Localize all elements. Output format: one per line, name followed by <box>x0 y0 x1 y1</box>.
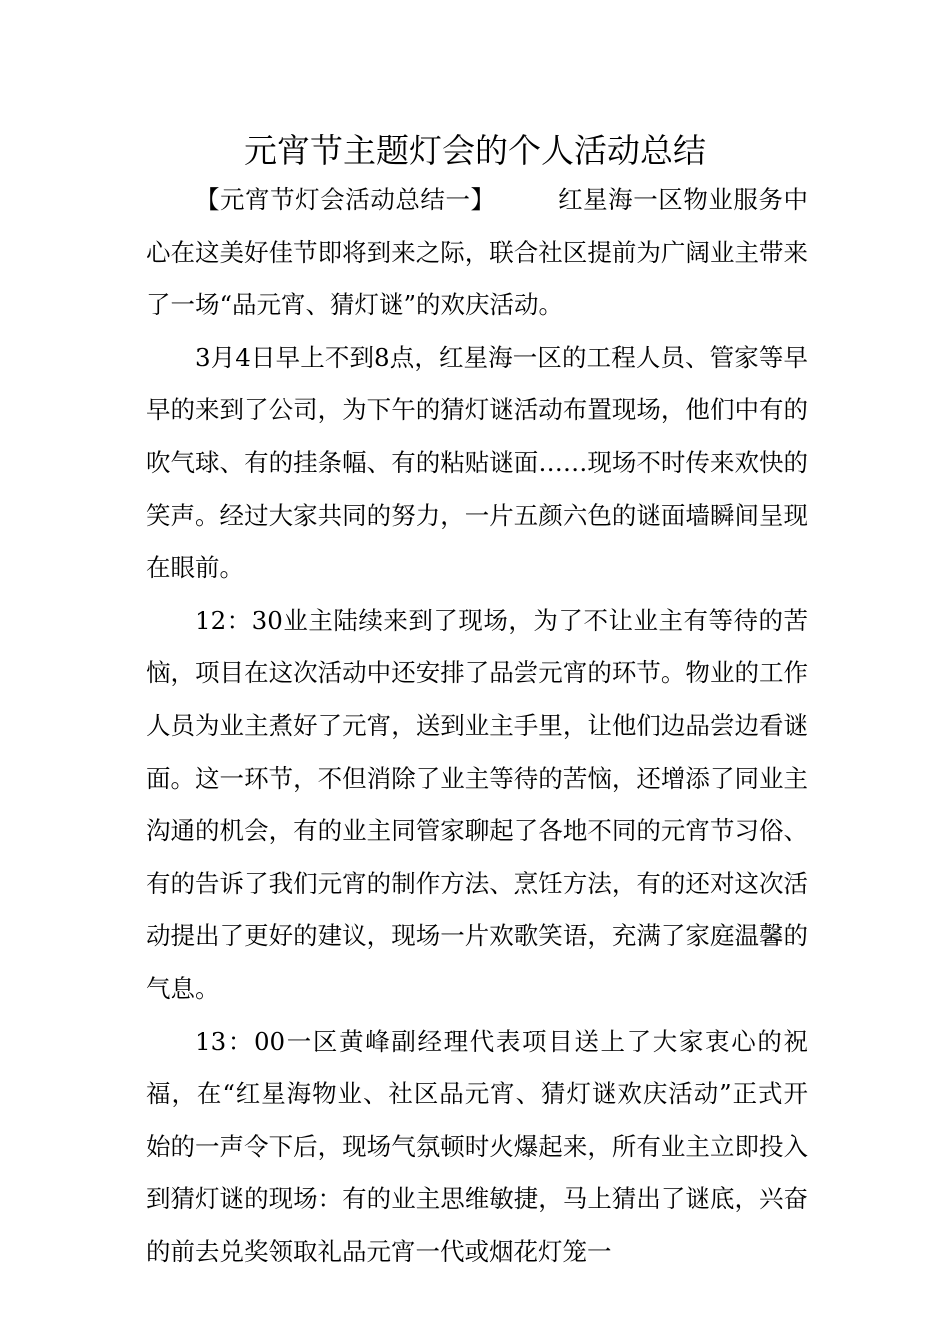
paragraph-3 <box>146 595 808 1016</box>
section-heading: 【元宵节灯会活动总结一】 <box>195 185 496 214</box>
paragraph-text: 红星海一区物业服务中心在这美好佳节即将到来之际，联合社区提前为广阔业主带来了一场“品元宵、猜灯谜”的欢庆活动。 <box>146 185 809 320</box>
paragraph-4 <box>146 1016 808 1279</box>
paragraph-text: 13：00一区黄峰副经理代表项目送上了大家衷心的祝福，在“红星海物业、社区品元宵、猜灯谜欢庆活动”正式开始的一声令下后，现场气氛顿时火爆起来，所有业主立即投入到猜灯谜的现场：有的业主思维敏捷，马上猜出了谜底，兴奋的前去兑奖领取礼品元宵一代或烟花灯笼一 <box>146 1026 808 1266</box>
paragraph-2 <box>146 332 808 595</box>
document-title: 元宵节主题灯会的个人活动总结 <box>244 131 706 170</box>
document-body <box>146 174 808 1278</box>
paragraph-text: 3月4日早上不到8点，红星海一区的工程人员、管家等早早的来到了公司，为下午的猜灯谜活动布置现场，他们中有的吹气球、有的挂条幅、有的粘贴谜面……现场不时传来欢快的笑声。经过大家共同的努力，一片五颜六色的谜面墙瞬间呈现在眼前。 <box>146 342 808 583</box>
paragraph-text: 12：30业主陆续来到了现场，为了不让业主有等待的苦恼，项目在这次活动中还安排了品尝元宵的环节。物业的工作人员为业主煮好了元宵，送到业主手里，让他们边品尝边看谜面。这一环节，不但消除了业主等待的苦恼，还增添了同业主沟通的机会，有的业主同管家聊起了各地不同的元宵节习俗、有的告诉了我们元宵的制作方法、烹饪方法，有的还对这次活动提出了更好的建议，现场一片欢歌笑语，充满了家庭温馨的气息。 <box>146 605 808 1003</box>
paragraph-1 <box>146 174 808 332</box>
